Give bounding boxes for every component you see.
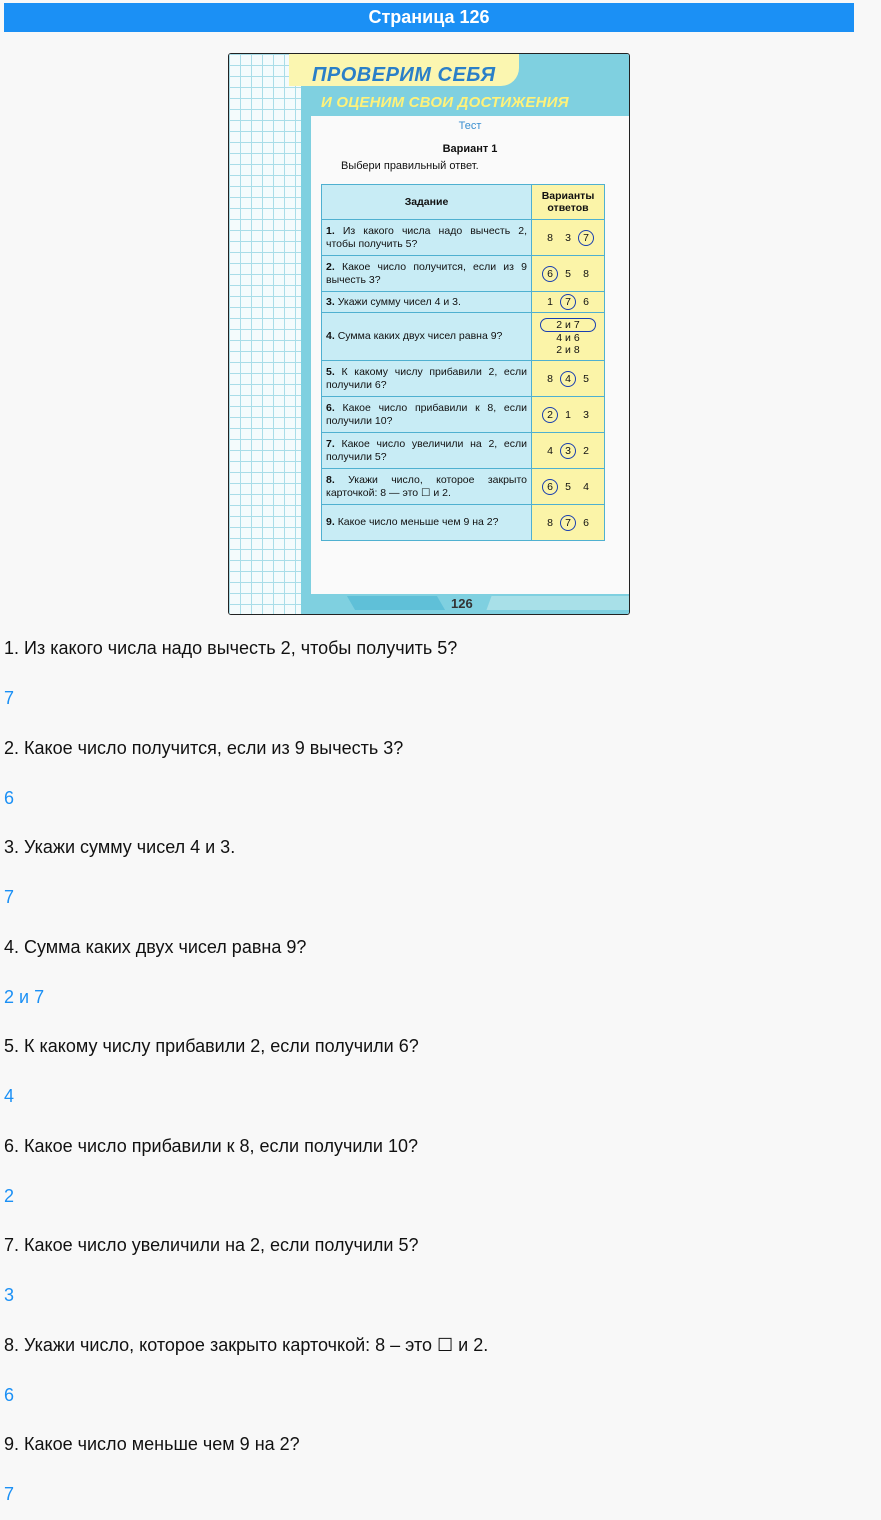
answer-text: 2 и 7 xyxy=(4,986,45,1007)
tasks-table xyxy=(321,184,605,541)
option-correct: 7 xyxy=(560,515,576,531)
task-options xyxy=(532,397,605,433)
answer-text: 7 xyxy=(4,688,15,708)
task-options xyxy=(532,256,605,292)
task-text: Какое число увеличили на 2, если получили 5? xyxy=(326,437,527,463)
option: 2 xyxy=(583,444,589,457)
answer-text: 4 xyxy=(4,1086,15,1106)
option-correct: 2 и 7 xyxy=(540,318,596,332)
option: 6 xyxy=(583,296,589,308)
task-text: Укажи сумму чисел 4 и 3. xyxy=(337,295,461,308)
task-question xyxy=(322,469,532,505)
option-correct: 6 xyxy=(542,266,558,282)
option: 1 xyxy=(547,296,553,308)
question-text: 5. К какому числу прибавили 2, если получили 6? xyxy=(4,1036,419,1056)
book-title-line2: И ОЦЕНИМ СВОИ ДОСТИЖЕНИЯ xyxy=(321,94,569,111)
question-text: 3. Укажи сумму чисел 4 и 3. xyxy=(4,837,236,857)
task-number: 8. xyxy=(326,473,335,486)
option-correct: 7 xyxy=(560,294,576,310)
option: 8 xyxy=(547,372,553,385)
answer-text: 2 xyxy=(4,1185,15,1206)
task-question xyxy=(322,433,532,469)
option: 5 xyxy=(565,267,571,280)
book-page-number: 126 xyxy=(451,596,473,611)
answer-text: 7 xyxy=(4,887,15,907)
textbook-page-image xyxy=(228,53,630,615)
task-text: Какое число прибавили к 8, если получили 10? xyxy=(326,401,527,427)
task-question xyxy=(322,361,532,397)
col-answers-header: Варианты ответов xyxy=(532,185,605,220)
answer-text: 6 xyxy=(4,1384,15,1405)
book-title-line1: ПРОВЕРИМ СЕБЯ xyxy=(312,64,496,86)
answer-text: 6 xyxy=(4,787,15,808)
option-correct: 7 xyxy=(578,230,594,246)
task-row xyxy=(322,292,605,313)
option: 3 xyxy=(583,408,589,421)
task-options xyxy=(532,292,605,313)
page-header: Страница 126 xyxy=(4,3,854,32)
task-number: 2. xyxy=(326,260,335,273)
question-text: 2. Какое число получится, если из 9 вычесть 3? xyxy=(4,737,404,758)
task-row xyxy=(322,469,605,505)
question-text: 9. Какое число меньше чем 9 на 2? xyxy=(4,1434,300,1454)
option-correct: 4 xyxy=(560,371,576,387)
task-text: К какому числу прибавили 2, если получили 6? xyxy=(326,365,527,391)
question-text: 6. Какое число прибавили к 8, если получили 10? xyxy=(4,1135,418,1156)
grid-paper-margin xyxy=(229,54,309,614)
task-number: 4. xyxy=(326,330,335,342)
option: 1 xyxy=(565,408,571,421)
task-text: Укажи число, которое закрыто карточкой: 8 — это ☐ и 2. xyxy=(326,473,527,499)
task-row xyxy=(322,505,605,541)
task-options xyxy=(532,313,605,361)
option: 3 xyxy=(565,231,571,244)
task-options xyxy=(532,361,605,397)
option: 8 xyxy=(547,231,553,244)
question-text: 1. Из какого числа надо вычесть 2, чтобы получить 5? xyxy=(4,638,458,658)
option-correct: 2 xyxy=(542,407,558,423)
task-options xyxy=(532,469,605,505)
option: 5 xyxy=(565,480,571,493)
task-number: 1. xyxy=(326,224,335,237)
task-row xyxy=(322,313,605,361)
task-question xyxy=(322,505,532,541)
task-row xyxy=(322,433,605,469)
variant-heading: Вариант 1 xyxy=(442,143,498,155)
question-text: 8. Укажи число, которое закрыто карточкой: 8 – это ☐ и 2. xyxy=(4,1334,489,1355)
task-question xyxy=(322,292,532,313)
option-correct: 3 xyxy=(560,443,576,459)
task-text: Из какого числа надо вычесть 2, чтобы получить 5? xyxy=(326,224,527,250)
test-label: Тест xyxy=(458,120,482,132)
option: 4 и 6 xyxy=(556,331,580,344)
option: 8 xyxy=(547,516,553,529)
task-question xyxy=(322,256,532,292)
task-number: 6. xyxy=(326,401,335,414)
task-row xyxy=(322,220,605,256)
option: 6 xyxy=(583,516,589,529)
answer-text: 3 xyxy=(4,1285,15,1305)
question-text: 4. Сумма каких двух чисел равна 9? xyxy=(4,936,307,957)
task-row xyxy=(322,256,605,292)
task-text: Какое число меньше чем 9 на 2? xyxy=(337,516,499,528)
task-question xyxy=(322,397,532,433)
question-text: 7. Какое число увеличили на 2, если получили 5? xyxy=(4,1235,419,1255)
test-sheet xyxy=(311,116,629,594)
option: 8 xyxy=(583,267,589,280)
option: 4 xyxy=(583,480,589,493)
answer-text: 7 xyxy=(4,1484,15,1504)
task-text: Какое число получится, если из 9 вычесть 3? xyxy=(326,260,527,286)
task-text: Сумма каких двух чисел равна 9? xyxy=(337,330,503,342)
option: 4 xyxy=(547,444,553,457)
task-number: 3. xyxy=(326,295,335,308)
instruction-text: Выбери правильный ответ. xyxy=(341,160,479,172)
task-row xyxy=(322,397,605,433)
task-row xyxy=(322,361,605,397)
task-options xyxy=(532,433,605,469)
task-question xyxy=(322,220,532,256)
option-correct: 6 xyxy=(542,479,558,495)
task-question xyxy=(322,313,532,361)
col-task-header: Задание xyxy=(322,185,532,220)
task-number: 7. xyxy=(326,437,335,450)
task-number: 5. xyxy=(326,365,335,378)
option: 5 xyxy=(583,372,589,385)
task-options xyxy=(532,505,605,541)
footer-band-right xyxy=(486,596,630,610)
footer-band-left xyxy=(347,596,445,610)
option: 2 и 8 xyxy=(556,343,580,356)
task-number: 9. xyxy=(326,516,335,528)
task-options xyxy=(532,220,605,256)
